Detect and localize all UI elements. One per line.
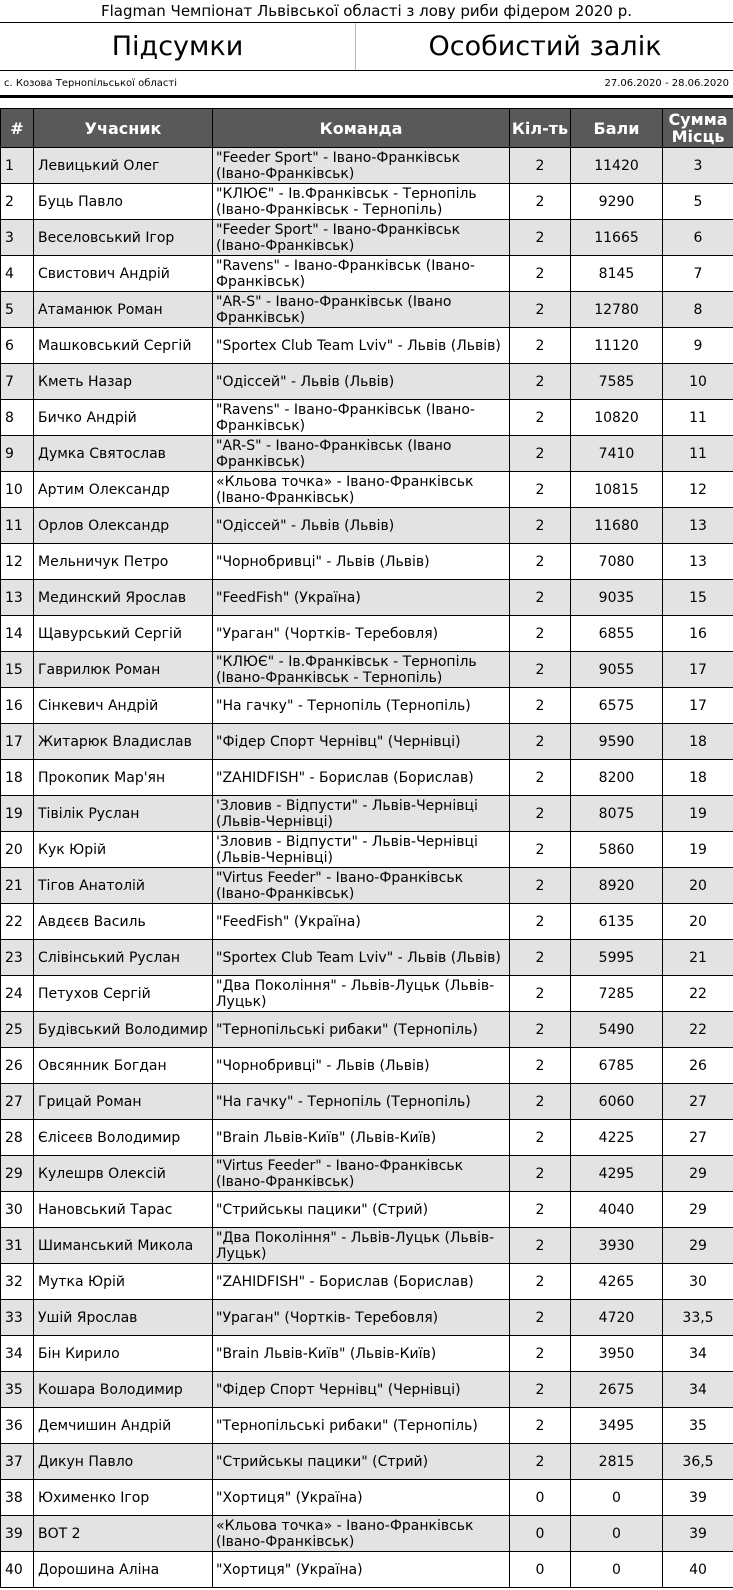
cell-points: 4295 [571, 1156, 663, 1192]
cell-count: 2 [510, 1228, 571, 1264]
cell-participant: Житарюк Владислав [34, 724, 213, 760]
heading-row [0, 23, 733, 71]
cell-num: 32 [1, 1264, 34, 1300]
cell-points: 9290 [571, 184, 663, 220]
cell-count: 2 [510, 1048, 571, 1084]
cell-participant: Юхименко Ігор [34, 1480, 213, 1516]
table-row [1, 256, 733, 292]
cell-team: "Ураган" (Чортків- Теребовля) [213, 1300, 510, 1336]
cell-points: 8075 [571, 796, 663, 832]
cell-participant: Петухов Сергій [34, 976, 213, 1012]
cell-team: "Sportex Club Team Lviv" - Львів (Львів) [213, 940, 510, 976]
table-row [1, 220, 733, 256]
table-row [1, 580, 733, 616]
cell-participant: Кметь Назар [34, 364, 213, 400]
cell-place-sum: 17 [663, 652, 733, 688]
cell-participant: Кук Юрій [34, 832, 213, 868]
cell-team: "Два Покоління" - Львів-Луцьк (Львів-Луцьк) [213, 976, 510, 1012]
cell-participant: Левицький Олег [34, 148, 213, 184]
table-row [1, 1408, 733, 1444]
cell-count: 0 [510, 1480, 571, 1516]
table-row [1, 1192, 733, 1228]
cell-participant: Мединский Ярослав [34, 580, 213, 616]
cell-team: «Кльова точка» - Івано-Франківськ (Івано-Франківськ) [213, 472, 510, 508]
cell-num: 16 [1, 688, 34, 724]
cell-num: 2 [1, 184, 34, 220]
cell-points: 3930 [571, 1228, 663, 1264]
col-header-points: Бали [571, 109, 663, 148]
cell-points: 11420 [571, 148, 663, 184]
table-row [1, 400, 733, 436]
results-table [0, 108, 733, 1588]
cell-num: 19 [1, 796, 34, 832]
table-row [1, 1084, 733, 1120]
table-row [1, 688, 733, 724]
cell-num: 28 [1, 1120, 34, 1156]
table-row [1, 472, 733, 508]
cell-num: 3 [1, 220, 34, 256]
cell-place-sum: 13 [663, 508, 733, 544]
cell-num: 11 [1, 508, 34, 544]
cell-points: 0 [571, 1516, 663, 1552]
cell-points: 8920 [571, 868, 663, 904]
cell-count: 2 [510, 328, 571, 364]
cell-points: 11120 [571, 328, 663, 364]
cell-place-sum: 29 [663, 1156, 733, 1192]
cell-num: 22 [1, 904, 34, 940]
cell-num: 40 [1, 1552, 34, 1588]
cell-count: 2 [510, 1120, 571, 1156]
cell-num: 38 [1, 1480, 34, 1516]
cell-count: 2 [510, 724, 571, 760]
col-header-num: # [1, 109, 34, 148]
table-row [1, 1300, 733, 1336]
cell-points: 10820 [571, 400, 663, 436]
cell-place-sum: 33,5 [663, 1300, 733, 1336]
cell-participant: Слівінський Руслан [34, 940, 213, 976]
cell-count: 2 [510, 220, 571, 256]
cell-count: 0 [510, 1552, 571, 1588]
cell-count: 2 [510, 688, 571, 724]
col-header-place-sum: Сумма Місць [663, 109, 733, 148]
cell-team: "Чорнобривці" - Львів (Львів) [213, 1048, 510, 1084]
cell-count: 2 [510, 436, 571, 472]
cell-count: 2 [510, 940, 571, 976]
cell-num: 8 [1, 400, 34, 436]
table-row [1, 1336, 733, 1372]
cell-num: 25 [1, 1012, 34, 1048]
cell-points: 4225 [571, 1120, 663, 1156]
cell-team: "Хортиця" (Україна) [213, 1480, 510, 1516]
cell-place-sum: 22 [663, 1012, 733, 1048]
table-row [1, 544, 733, 580]
cell-place-sum: 11 [663, 436, 733, 472]
cell-team: 'Зловив - Відпусти" - Львів-Чернівці (Львів-Чернівці) [213, 796, 510, 832]
table-row [1, 1012, 733, 1048]
cell-participant: Бичко Андрій [34, 400, 213, 436]
cell-place-sum: 20 [663, 904, 733, 940]
cell-team: "Одіссей" - Львів (Львів) [213, 364, 510, 400]
table-row [1, 904, 733, 940]
cell-points: 10815 [571, 472, 663, 508]
cell-count: 2 [510, 1336, 571, 1372]
cell-count: 2 [510, 1264, 571, 1300]
table-row [1, 148, 733, 184]
cell-team: "КЛЮЄ" - Ів.Франківськ - Тернопіль (Івано-Франківськ - Тернопіль) [213, 184, 510, 220]
cell-num: 34 [1, 1336, 34, 1372]
table-row [1, 868, 733, 904]
cell-place-sum: 29 [663, 1228, 733, 1264]
cell-participant: Будівський Володимир [34, 1012, 213, 1048]
cell-place-sum: 34 [663, 1372, 733, 1408]
cell-participant: Гаврилюк Роман [34, 652, 213, 688]
competition-title: Flagman Чемпіонат Львівської області з лову риби фідером 2020 р. [0, 0, 733, 23]
cell-participant: Артим Олександр [34, 472, 213, 508]
cell-team: "Ravens" - Івано-Франківськ (Івано-Франківськ) [213, 400, 510, 436]
cell-count: 2 [510, 1084, 571, 1120]
cell-participant: Атаманюк Роман [34, 292, 213, 328]
cell-participant: Демчишин Андрій [34, 1408, 213, 1444]
cell-place-sum: 10 [663, 364, 733, 400]
cell-count: 2 [510, 508, 571, 544]
col-header-participant: Учасник [34, 109, 213, 148]
cell-place-sum: 21 [663, 940, 733, 976]
cell-team: "Virtus Feeder" - Івано-Франківськ (Івано-Франківськ) [213, 1156, 510, 1192]
table-row [1, 652, 733, 688]
dates-text: 27.06.2020 - 28.06.2020 [604, 77, 729, 89]
cell-count: 2 [510, 184, 571, 220]
cell-points: 8200 [571, 760, 663, 796]
cell-place-sum: 26 [663, 1048, 733, 1084]
cell-points: 4265 [571, 1264, 663, 1300]
cell-num: 29 [1, 1156, 34, 1192]
cell-num: 9 [1, 436, 34, 472]
table-row [1, 364, 733, 400]
cell-team: "ZAHIDFISH" - Борислав (Борислав) [213, 1264, 510, 1300]
location-text: с. Козова Тернопільської області [4, 77, 177, 89]
col-header-team: Команда [213, 109, 510, 148]
table-row [1, 1516, 733, 1552]
cell-team: "Sportex Club Team Lviv" - Львів (Львів) [213, 328, 510, 364]
cell-participant: Дорошина Аліна [34, 1552, 213, 1588]
cell-participant: Сінкевич Андрій [34, 688, 213, 724]
cell-participant: Ушій Ярослав [34, 1300, 213, 1336]
cell-num: 24 [1, 976, 34, 1012]
table-row [1, 1372, 733, 1408]
cell-count: 2 [510, 976, 571, 1012]
cell-place-sum: 6 [663, 220, 733, 256]
cell-points: 8145 [571, 256, 663, 292]
table-row [1, 796, 733, 832]
cell-points: 3495 [571, 1408, 663, 1444]
cell-team: "Два Покоління" - Львів-Луцьк (Львів-Луцьк) [213, 1228, 510, 1264]
cell-count: 2 [510, 832, 571, 868]
cell-num: 35 [1, 1372, 34, 1408]
cell-participant: Веселовський Ігор [34, 220, 213, 256]
cell-team: "Ураган" (Чортків- Теребовля) [213, 616, 510, 652]
cell-participant: Думка Святослав [34, 436, 213, 472]
cell-place-sum: 13 [663, 544, 733, 580]
cell-points: 9035 [571, 580, 663, 616]
cell-team: "Стрийськы пацики" (Стрий) [213, 1444, 510, 1480]
cell-count: 2 [510, 292, 571, 328]
cell-place-sum: 8 [663, 292, 733, 328]
cell-num: 33 [1, 1300, 34, 1336]
cell-place-sum: 39 [663, 1480, 733, 1516]
cell-num: 21 [1, 868, 34, 904]
cell-points: 6135 [571, 904, 663, 940]
cell-team: "На гачку" - Тернопіль (Тернопіль) [213, 688, 510, 724]
cell-place-sum: 29 [663, 1192, 733, 1228]
cell-points: 7410 [571, 436, 663, 472]
cell-team: "Тернопільські рибаки" (Тернопіль) [213, 1012, 510, 1048]
cell-participant: Тівілік Руслан [34, 796, 213, 832]
cell-count: 2 [510, 1156, 571, 1192]
cell-participant: Щавурський Сергій [34, 616, 213, 652]
table-row [1, 1480, 733, 1516]
cell-points: 7585 [571, 364, 663, 400]
cell-count: 2 [510, 652, 571, 688]
cell-participant: Кулешрв Олексій [34, 1156, 213, 1192]
cell-count: 2 [510, 904, 571, 940]
cell-points: 11665 [571, 220, 663, 256]
cell-count: 2 [510, 1300, 571, 1336]
cell-place-sum: 40 [663, 1552, 733, 1588]
cell-place-sum: 19 [663, 796, 733, 832]
cell-place-sum: 19 [663, 832, 733, 868]
cell-place-sum: 30 [663, 1264, 733, 1300]
cell-num: 30 [1, 1192, 34, 1228]
cell-num: 36 [1, 1408, 34, 1444]
cell-points: 11680 [571, 508, 663, 544]
table-row [1, 184, 733, 220]
cell-place-sum: 15 [663, 580, 733, 616]
cell-place-sum: 35 [663, 1408, 733, 1444]
cell-team: "Стрийськы пацики" (Стрий) [213, 1192, 510, 1228]
cell-team: "Brain Львів-Київ" (Львів-Київ) [213, 1120, 510, 1156]
cell-place-sum: 20 [663, 868, 733, 904]
cell-team: "Фідер Спорт Чернівц" (Чернівці) [213, 1372, 510, 1408]
info-row [0, 71, 733, 98]
cell-team: "Тернопільські рибаки" (Тернопіль) [213, 1408, 510, 1444]
cell-num: 39 [1, 1516, 34, 1552]
table-row [1, 976, 733, 1012]
cell-num: 15 [1, 652, 34, 688]
cell-team: "Feeder Sport" - Івано-Франківськ (Івано-Франківськ) [213, 148, 510, 184]
cell-team: 'Зловив - Відпусти" - Львів-Чернівці (Львів-Чернівці) [213, 832, 510, 868]
cell-count: 2 [510, 472, 571, 508]
cell-count: 2 [510, 796, 571, 832]
table-row [1, 1156, 733, 1192]
table-row [1, 616, 733, 652]
col-header-count: Кіл-ть [510, 109, 571, 148]
table-row [1, 1048, 733, 1084]
cell-place-sum: 5 [663, 184, 733, 220]
cell-points: 5860 [571, 832, 663, 868]
cell-count: 2 [510, 148, 571, 184]
cell-num: 7 [1, 364, 34, 400]
cell-points: 2815 [571, 1444, 663, 1480]
cell-num: 31 [1, 1228, 34, 1264]
cell-place-sum: 22 [663, 976, 733, 1012]
cell-place-sum: 27 [663, 1120, 733, 1156]
cell-count: 2 [510, 1372, 571, 1408]
cell-count: 2 [510, 256, 571, 292]
cell-participant: Тігов Анатолій [34, 868, 213, 904]
cell-points: 6060 [571, 1084, 663, 1120]
cell-num: 37 [1, 1444, 34, 1480]
cell-count: 2 [510, 1408, 571, 1444]
cell-place-sum: 36,5 [663, 1444, 733, 1480]
cell-points: 0 [571, 1552, 663, 1588]
cell-participant: Бін Кирило [34, 1336, 213, 1372]
cell-team: "FeedFish" (Україна) [213, 580, 510, 616]
cell-team: "Ravens" - Івано-Франківськ (Івано-Франківськ) [213, 256, 510, 292]
cell-team: "Чорнобривці" - Львів (Львів) [213, 544, 510, 580]
table-row [1, 724, 733, 760]
cell-team: "На гачку" - Тернопіль (Тернопіль) [213, 1084, 510, 1120]
cell-place-sum: 16 [663, 616, 733, 652]
results-heading: Підсумки [0, 23, 356, 70]
table-row [1, 1552, 733, 1588]
cell-points: 6785 [571, 1048, 663, 1084]
cell-points: 9590 [571, 724, 663, 760]
cell-participant: Свистович Андрій [34, 256, 213, 292]
standings-heading: Особистий залік [428, 31, 662, 62]
cell-team: "FeedFish" (Україна) [213, 904, 510, 940]
cell-num: 1 [1, 148, 34, 184]
table-row [1, 1120, 733, 1156]
cell-points: 12780 [571, 292, 663, 328]
cell-num: 18 [1, 760, 34, 796]
cell-team: "Virtus Feeder" - Івано-Франківськ (Івано-Франківськ) [213, 868, 510, 904]
cell-team: "ZAHIDFISH" - Борислав (Борислав) [213, 760, 510, 796]
cell-team: "AR-S" - Івано-Франківськ (Івано Франківськ) [213, 292, 510, 328]
cell-place-sum: 11 [663, 400, 733, 436]
cell-count: 2 [510, 364, 571, 400]
cell-points: 6575 [571, 688, 663, 724]
table-row [1, 436, 733, 472]
cell-num: 14 [1, 616, 34, 652]
cell-team: "Brain Львів-Київ" (Львів-Київ) [213, 1336, 510, 1372]
cell-num: 26 [1, 1048, 34, 1084]
cell-participant: Мельничук Петро [34, 544, 213, 580]
cell-points: 3950 [571, 1336, 663, 1372]
cell-team: "AR-S" - Івано-Франківськ (Івано Франківськ) [213, 436, 510, 472]
cell-points: 9055 [571, 652, 663, 688]
cell-points: 5995 [571, 940, 663, 976]
header-row [1, 109, 733, 148]
table-row [1, 832, 733, 868]
cell-count: 2 [510, 868, 571, 904]
cell-place-sum: 17 [663, 688, 733, 724]
cell-num: 4 [1, 256, 34, 292]
cell-participant: Мутка Юрій [34, 1264, 213, 1300]
cell-place-sum: 12 [663, 472, 733, 508]
cell-count: 2 [510, 760, 571, 796]
cell-place-sum: 18 [663, 724, 733, 760]
cell-place-sum: 18 [663, 760, 733, 796]
cell-team: "КЛЮЄ" - Ів.Франківськ - Тернопіль (Івано-Франківськ - Тернопіль) [213, 652, 510, 688]
cell-num: 23 [1, 940, 34, 976]
cell-points: 6855 [571, 616, 663, 652]
cell-num: 20 [1, 832, 34, 868]
cell-count: 2 [510, 616, 571, 652]
cell-count: 2 [510, 1012, 571, 1048]
cell-participant: Грицай Роман [34, 1084, 213, 1120]
cell-count: 0 [510, 1516, 571, 1552]
cell-participant: Кошара Володимир [34, 1372, 213, 1408]
cell-points: 7285 [571, 976, 663, 1012]
cell-num: 17 [1, 724, 34, 760]
table-row [1, 508, 733, 544]
cell-num: 12 [1, 544, 34, 580]
cell-team: "Одіссей" - Львів (Львів) [213, 508, 510, 544]
cell-place-sum: 27 [663, 1084, 733, 1120]
cell-participant: Шиманський Микола [34, 1228, 213, 1264]
cell-points: 2675 [571, 1372, 663, 1408]
cell-place-sum: 34 [663, 1336, 733, 1372]
cell-team: "Хортиця" (Україна) [213, 1552, 510, 1588]
cell-place-sum: 3 [663, 148, 733, 184]
cell-count: 2 [510, 1444, 571, 1480]
cell-participant: Прокопик Мар'ян [34, 760, 213, 796]
cell-count: 2 [510, 580, 571, 616]
table-row [1, 328, 733, 364]
cell-team: "Feeder Sport" - Івано-Франківськ (Івано-Франківськ) [213, 220, 510, 256]
cell-points: 5490 [571, 1012, 663, 1048]
cell-points: 4040 [571, 1192, 663, 1228]
cell-points: 4720 [571, 1300, 663, 1336]
cell-points: 0 [571, 1480, 663, 1516]
cell-place-sum: 39 [663, 1516, 733, 1552]
cell-team: «Кльова точка» - Івано-Франківськ (Івано-Франківськ) [213, 1516, 510, 1552]
table-row [1, 292, 733, 328]
cell-participant: Нановський Тарас [34, 1192, 213, 1228]
cell-count: 2 [510, 1192, 571, 1228]
cell-participant: Авдєєв Василь [34, 904, 213, 940]
cell-num: 5 [1, 292, 34, 328]
cell-participant: Машковський Сергій [34, 328, 213, 364]
cell-points: 7080 [571, 544, 663, 580]
cell-participant: Орлов Олександр [34, 508, 213, 544]
cell-participant: Єлісеєв Володимир [34, 1120, 213, 1156]
cell-participant: ВОТ 2 [34, 1516, 213, 1552]
cell-participant: Буць Павло [34, 184, 213, 220]
cell-num: 27 [1, 1084, 34, 1120]
cell-participant: Дикун Павло [34, 1444, 213, 1480]
cell-place-sum: 9 [663, 328, 733, 364]
cell-team: "Фідер Спорт Чернівц" (Чернівці) [213, 724, 510, 760]
cell-num: 10 [1, 472, 34, 508]
table-row [1, 760, 733, 796]
table-row [1, 1264, 733, 1300]
table-row [1, 1444, 733, 1480]
cell-count: 2 [510, 544, 571, 580]
table-row [1, 940, 733, 976]
cell-num: 13 [1, 580, 34, 616]
cell-place-sum: 7 [663, 256, 733, 292]
table-row [1, 1228, 733, 1264]
cell-num: 6 [1, 328, 34, 364]
cell-participant: Овсянник Богдан [34, 1048, 213, 1084]
cell-count: 2 [510, 400, 571, 436]
